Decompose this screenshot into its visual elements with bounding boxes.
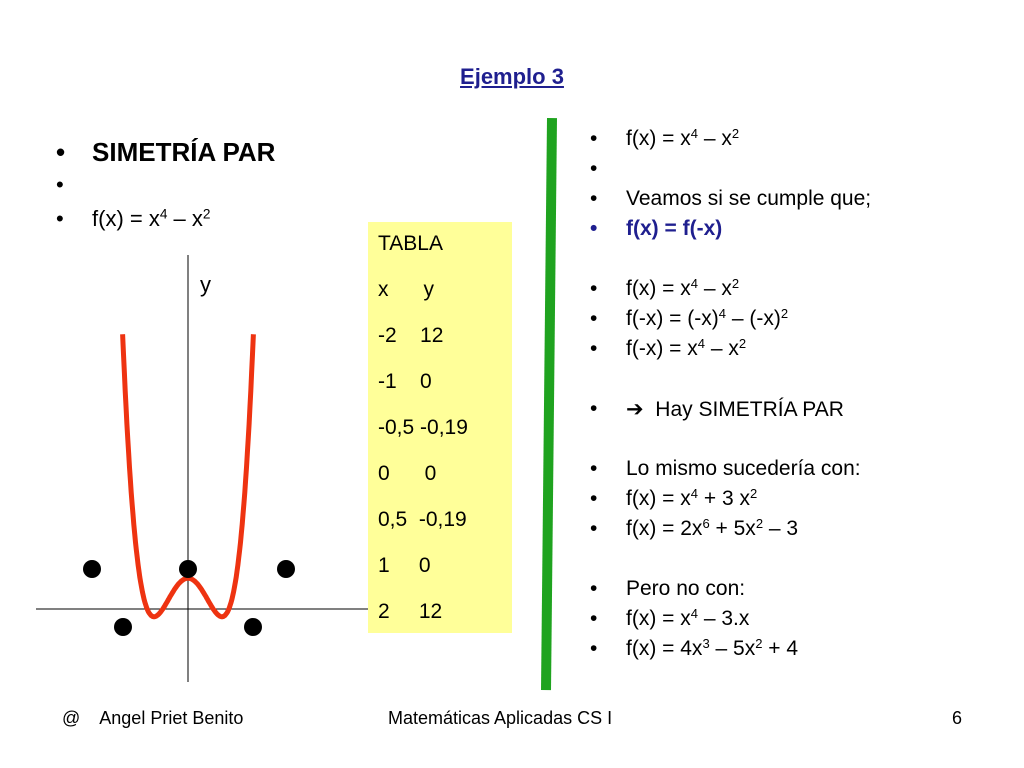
function-definition: • $f(x) = x^4 - x^2$ [56, 202, 275, 236]
table-row: -2 12 [378, 324, 444, 347]
function-graph [30, 250, 370, 690]
table-row: 0 0 [378, 462, 437, 485]
value-table [368, 222, 512, 633]
empty-bullet [590, 154, 871, 184]
conclusion [590, 394, 871, 424]
divider-bar [541, 118, 557, 690]
point-1 [244, 618, 262, 636]
table-row: 1 0 [378, 554, 431, 577]
table-row: -0,5 -0,19 [378, 416, 468, 439]
step-f-neg-x: • $f(-x) = (-x)^4 - (-x)^2$ [590, 304, 871, 334]
step-fx: • $f(x) = x^4 - x^2$ [590, 274, 871, 304]
same-with-label: • Lo mismo sucedería con: [590, 454, 871, 484]
symmetry-condition: • f(x) = f(-x) [590, 214, 871, 244]
example-even-1: • $f(x) = x^4 + 3$ $x^2$ [590, 484, 871, 514]
heading-simetria-par: • SIMETRÍA PAR [56, 136, 275, 168]
conclusion-text: Hay SIMETRÍA PAR [655, 398, 844, 421]
step-f-neg-x-simplified: • $f(-x) = x^4 - x^2$ [590, 334, 871, 364]
footer-course: Matemáticas Aplicadas CS I [388, 708, 613, 728]
empty-bullet [56, 168, 275, 202]
right-arrow-icon: ➔ [626, 397, 644, 421]
right-function-definition: • $f(x) = x^4 - x^2$ [590, 124, 871, 154]
but-not-label: • Pero no con: [590, 574, 871, 604]
left-bullet-list [56, 136, 275, 236]
point-0 [179, 560, 197, 578]
example-not-even-1: • $f(x) = x^4 - 3.x$ [590, 604, 871, 634]
table-row: -1 0 [378, 370, 432, 393]
point-neg2 [83, 560, 101, 578]
example-not-even-2: • $f(x) = 4x^3 - 5x^2 + 4$ [590, 634, 871, 664]
right-bullet-list [590, 124, 871, 664]
table-title: TABLA [378, 232, 443, 255]
table-header: x y [378, 278, 435, 301]
example-even-2: • $f(x) = 2x^6 + 5x^2 - 3$ [590, 514, 871, 544]
point-neg1 [114, 618, 132, 636]
table-row: 0,5 -0,19 [378, 508, 467, 531]
check-statement: • Veamos si se cumple que; [590, 184, 871, 214]
footer-author: @ Angel Priet Benito [62, 708, 244, 728]
table-row: 2 12 [378, 600, 443, 623]
slide-title: Ejemplo 3 [460, 64, 564, 89]
point-2 [277, 560, 295, 578]
page-number: 6 [952, 708, 963, 728]
y-axis-label: y [200, 272, 211, 297]
